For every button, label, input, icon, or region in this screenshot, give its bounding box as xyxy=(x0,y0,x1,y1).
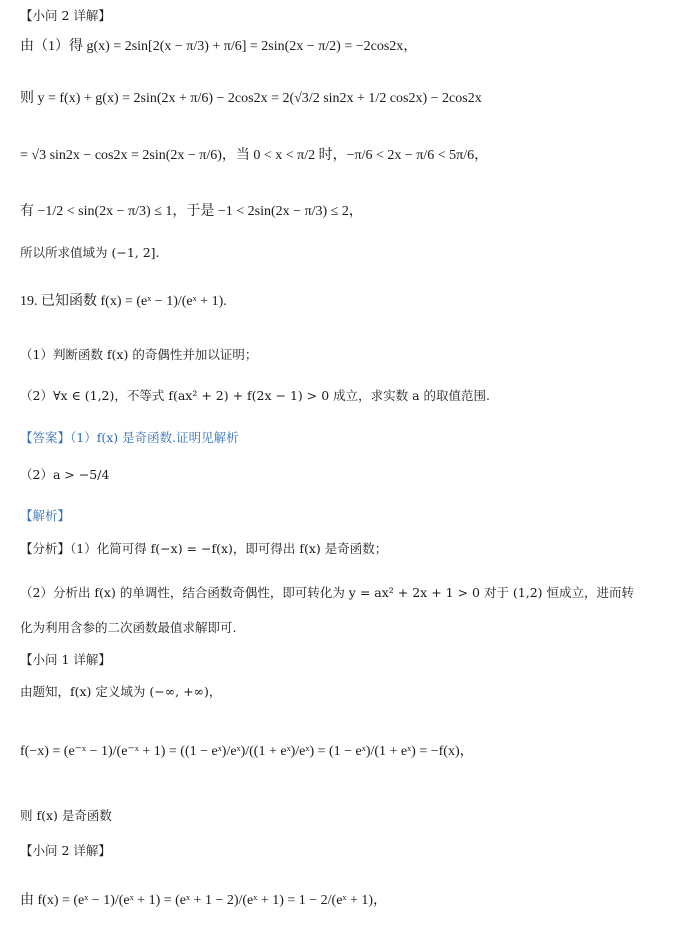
formula-line: = √3 sin2x − cos2x = 2sin(2x − π/6)，当 0 < x < π/2 时，−π/6 < 2x − π/6 < 5π/6， xyxy=(20,148,489,163)
section-heading: 【小问 1 详解】 xyxy=(20,652,111,667)
answer-line xyxy=(20,430,680,446)
formula-line: 由（1）得 g(x) = 2sin[2(x − π/3) + π/6] = 2sin(2x − π/2) = −2cos2x， xyxy=(20,39,418,54)
question-part: （1）判断函数 f(x) 的奇偶性并加以证明； xyxy=(20,347,258,362)
question-line: 19. 已知函数 f(x) = (eˣ − 1)/(eˣ + 1). xyxy=(20,294,227,309)
formula-line: f(−x) = (e⁻ˣ − 1)/(e⁻ˣ + 1) = ((1 − eˣ)/eˣ)/((1 + eˣ)/eˣ) = (1 − eˣ)/(1 + eˣ) = −f(x)， xyxy=(20,744,474,759)
section-heading: 【小问 2 详解】 xyxy=(20,843,111,858)
formula-line: 有 −1/2 < sin(2x − π/3) ≤ 1，于是 −1 < 2sin(2x − π/3) ≤ 2， xyxy=(20,204,363,219)
formula-line: 由 f(x) = (eˣ − 1)/(eˣ + 1) = (eˣ + 1 − 2)/(eˣ + 1) = 1 − 2/(eˣ + 1)， xyxy=(20,893,388,908)
text-line: 化为利用含参的二次函数最值求解即可. xyxy=(20,620,237,635)
section-heading: 【小问 2 详解】 xyxy=(20,8,111,23)
analysis-label: 【解析】 xyxy=(20,508,71,523)
text-line: （2）分析出 f(x) 的单调性，结合函数奇偶性，即可转化为 y = ax² + 2x + 1 > 0 对于 (1,2) 恒成立，进而转 xyxy=(20,585,635,600)
answer-line: （2）a > −5/4 xyxy=(20,467,110,482)
answer-label: 【答案】（1）f(x) 是奇函数.证明见解析 xyxy=(20,430,239,445)
question-part: （2）∀x ∈ (1,2)，不等式 f(ax² + 2) + f(2x − 1) > 0 成立，求实数 a 的取值范围. xyxy=(20,388,491,403)
formula-line: 则 y = f(x) + g(x) = 2sin(2x + π/6) − 2cos2x = 2(√3/2 sin2x + 1/2 cos2x) − 2cos2x xyxy=(20,91,482,106)
text-line: 所以所求值域为 (−1, 2]. xyxy=(20,245,160,260)
text-line: 由题知，f(x) 定义域为 (−∞, +∞)， xyxy=(20,684,222,699)
text-line: 【分析】（1）化简可得 f(−x) = −f(x)，即可得出 f(x) 是奇函数； xyxy=(20,541,388,556)
text-line: 则 f(x) 是奇函数 xyxy=(20,808,112,823)
